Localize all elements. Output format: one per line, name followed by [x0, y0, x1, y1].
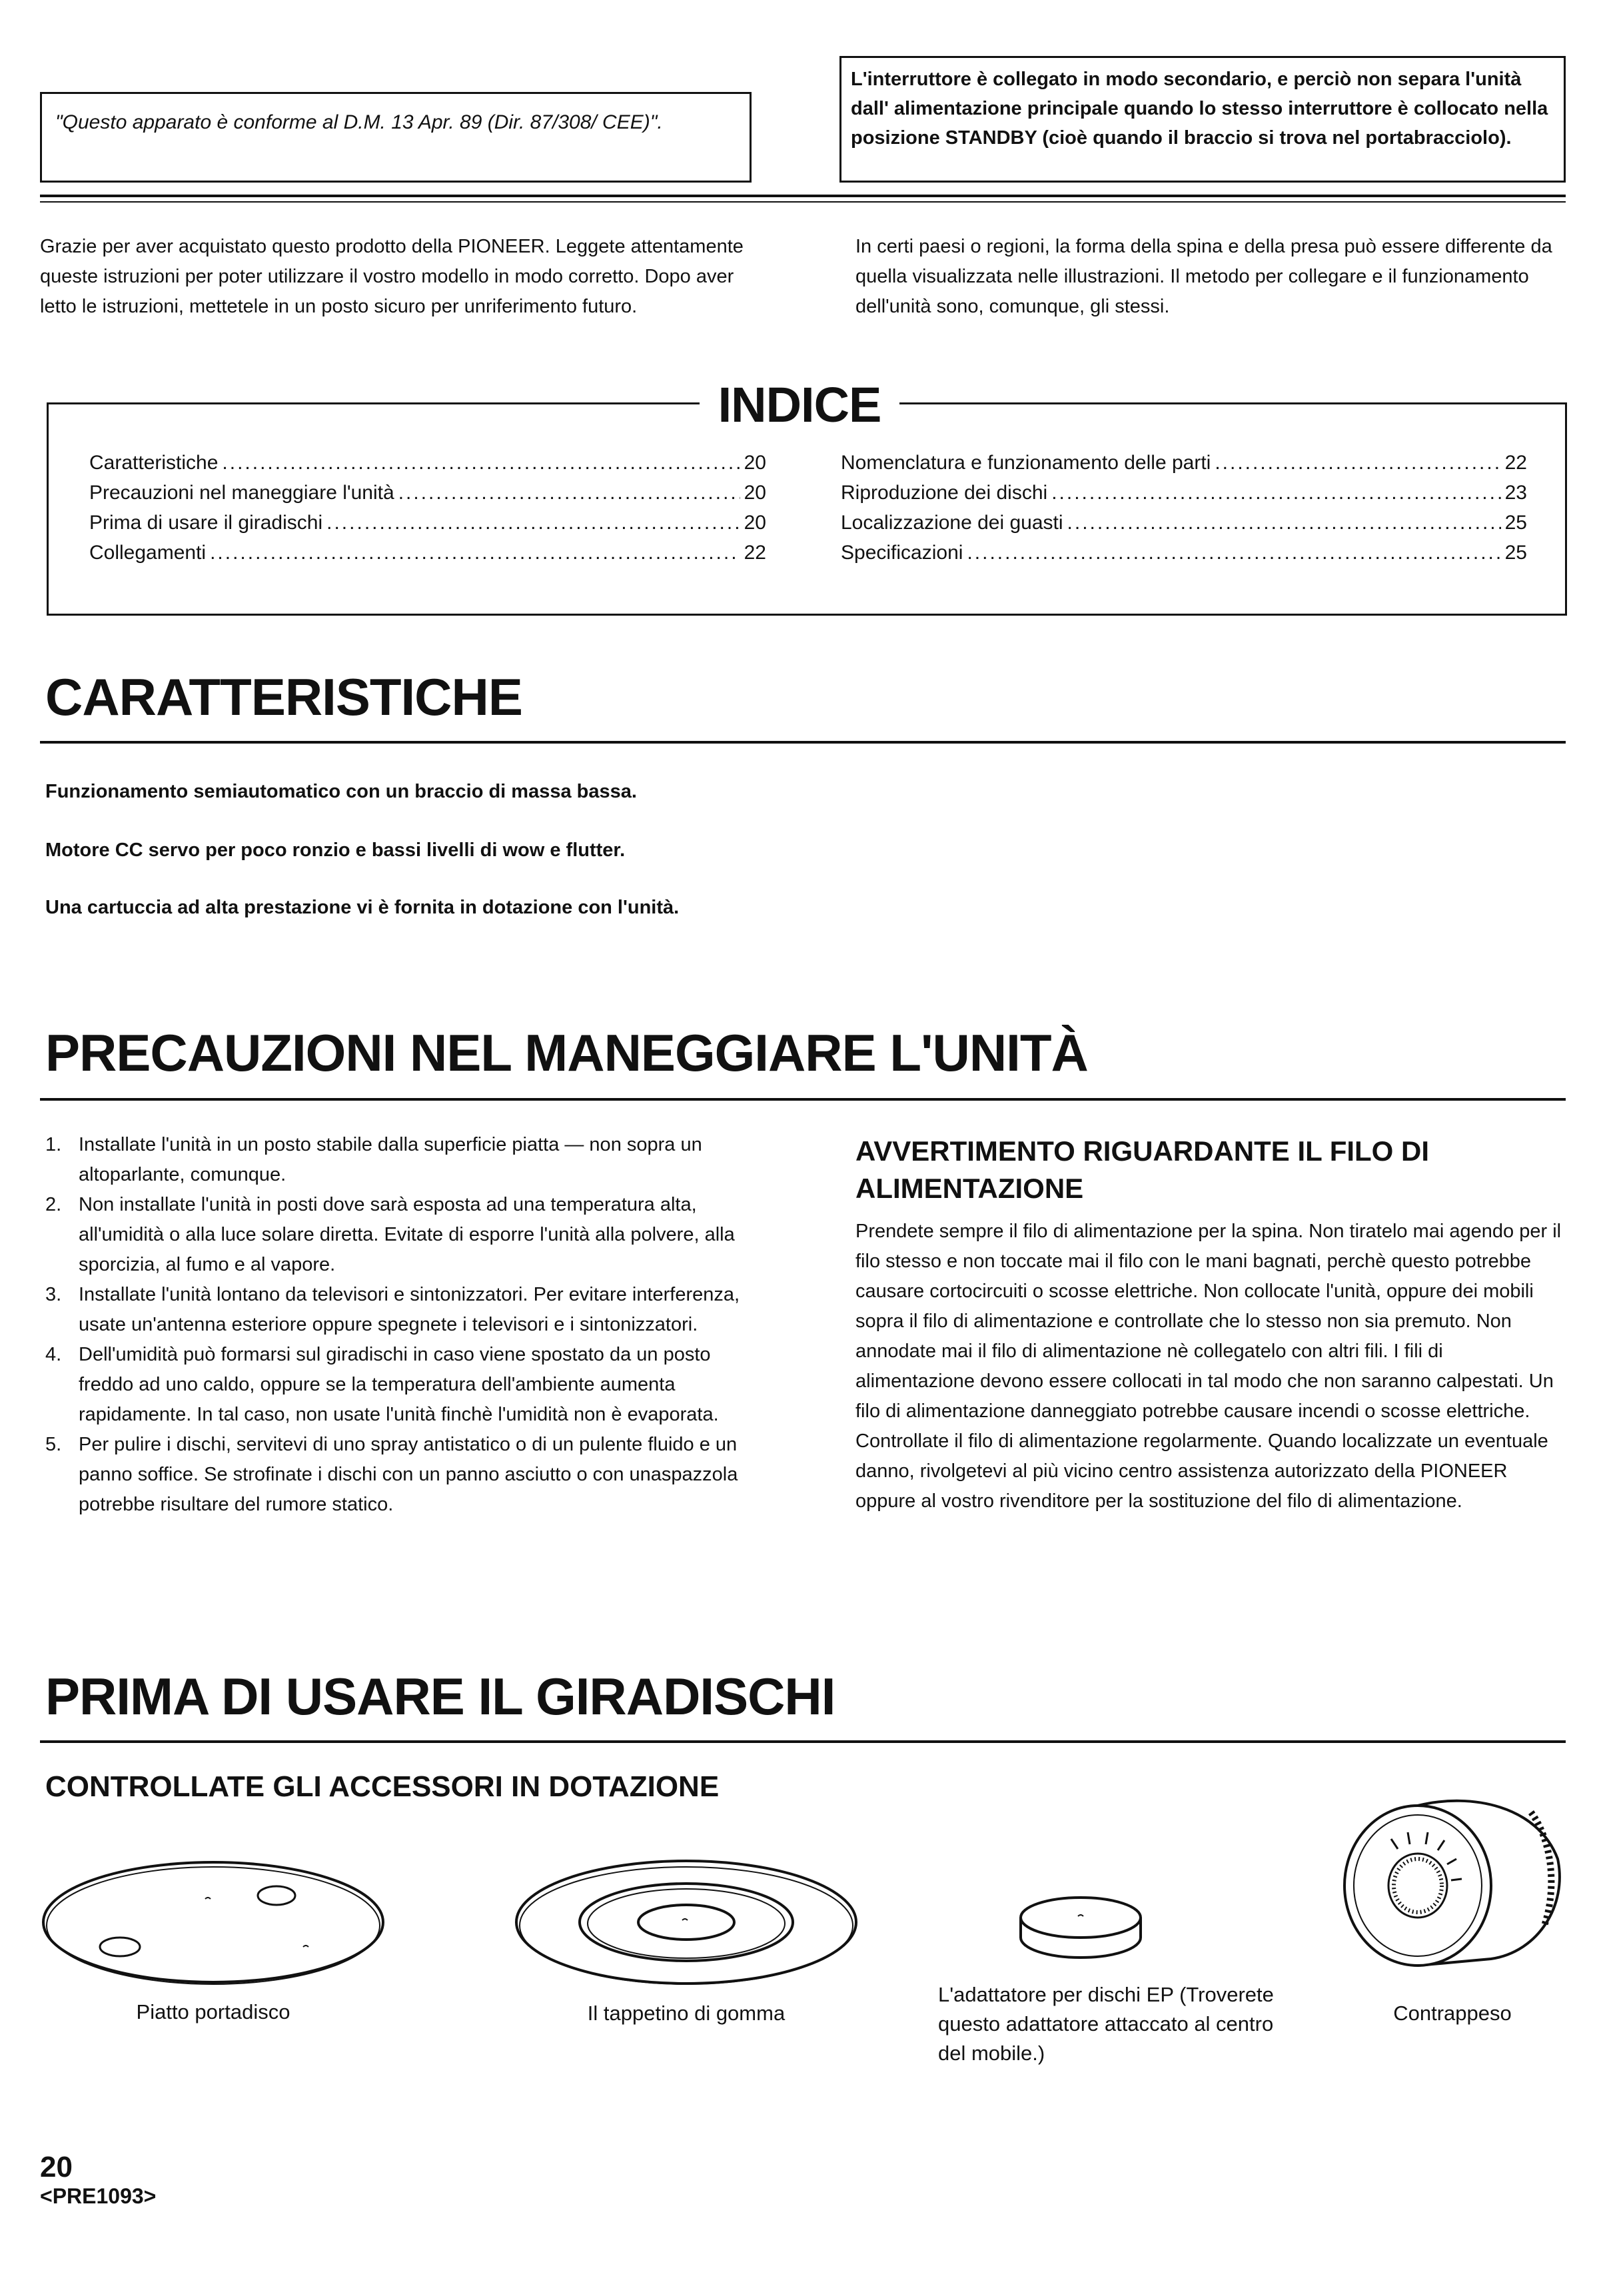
- warning-text: Prendete sempre il filo di alimentazione per la spina. Non tiratelo mai agendo per il filo stesso e non toccate mai il filo con le mani bagnati, perchè questo potrebbe causare cortocircuiti o scosse elettriche. Non collocate l'unità, oppure dei mobili sopra il filo di alimentazione e controllate che lo stesso non sia premuto. Non annodate mai il filo di alimentazione nè collegatelo con altri fili. I fili di alimentazione devono essere collocati in tal modo che non saranno calpestati. Un filo di alimentazione danneggiato potrebbe causare incendi o scosse elettriche. Controllate il filo di alimentazione regolarmente. Quando localizzate un eventuale danno, rivolgetevi al più vicino centro assistenza autorizzato della PIONEER oppure al vostro rivenditore per la sostituzione del filo di alimentazione.: [855, 1221, 1562, 1512]
- item-number: 4.: [45, 1344, 62, 1365]
- toc-entry[interactable]: [89, 538, 766, 568]
- index-left-column: [89, 448, 766, 568]
- precautions-list: [45, 1130, 764, 1520]
- toc-entry[interactable]: [89, 478, 766, 508]
- index-right-column: [841, 448, 1527, 568]
- toc-page: 22: [1504, 452, 1527, 474]
- divider: [40, 195, 1566, 197]
- toc-leader: [1051, 478, 1500, 508]
- toc-label: Specificazioni: [841, 542, 963, 564]
- precautions-heading: PRECAUZIONI NEL MANEGGIARE L'UNITÀ: [45, 1023, 1088, 1082]
- accessory-caption: L'adattatore per dischi EP (Troverete questo adattatore attaccato al centro del mobile.): [938, 1983, 1274, 2065]
- feature-item: Motore CC servo per poco ronzio e bassi livelli di wow e flutter.: [45, 840, 626, 861]
- toc-leader: [222, 448, 740, 478]
- warning-heading: AVVERTIMENTO RIGUARDANTE IL FILO DI ALIMENTAZIONE: [855, 1135, 1430, 1204]
- item-text: Per pulire i dischi, servitevi di uno spray antistatico o di un pulente fluido e un panno soffice. Se strofinate i dischi con un panno asciutto o con unaspazzola potrebbe risultare del rumore statico.: [79, 1434, 738, 1515]
- toc-entry[interactable]: [841, 508, 1527, 538]
- divider: [40, 1098, 1566, 1101]
- toc-entry[interactable]: [841, 448, 1527, 478]
- toc-page: 25: [1504, 512, 1527, 534]
- item-number: 2.: [45, 1194, 62, 1215]
- accessory-caption: Piatto portadisco: [136, 2000, 290, 2023]
- list-item: [45, 1280, 764, 1340]
- item-text: Non installate l'unità in posti dove sarà esposta ad una temperatura alta, all'umidità o alla luce solare diretta. Evitate di esporre l'unità alla polvere, alla sporcizia, al fumo e al vapore.: [79, 1194, 735, 1275]
- toc-label: Precauzioni nel maneggiare l'unità: [89, 482, 394, 504]
- before-use-heading: PRIMA DI USARE IL GIRADISCHI: [45, 1667, 835, 1726]
- toc-label: Riproduzione dei dischi: [841, 482, 1048, 504]
- toc-label: Prima di usare il giradischi: [89, 512, 323, 534]
- toc-entry[interactable]: [89, 448, 766, 478]
- item-text: Installate l'unità in un posto stabile dalla superficie piatta — non sopra un altoparlante, comunque.: [79, 1134, 702, 1185]
- toc-page: 22: [744, 542, 766, 564]
- index-title: INDICE: [700, 372, 899, 438]
- toc-page: 25: [1504, 542, 1527, 564]
- toc-page: 23: [1504, 482, 1527, 504]
- ep-adapter-icon: [1014, 1892, 1147, 1966]
- toc-entry[interactable]: [841, 478, 1527, 508]
- list-item: [45, 1190, 764, 1280]
- toc-page: 20: [744, 512, 766, 534]
- toc-leader: [1215, 448, 1500, 478]
- toc-page: 20: [744, 452, 766, 474]
- toc-leader: [326, 508, 740, 538]
- list-item: [45, 1130, 764, 1190]
- toc-entry[interactable]: [89, 508, 766, 538]
- toc-leader: [398, 478, 740, 508]
- feature-item: Una cartuccia ad alta prestazione vi è fornita in dotazione con l'unità.: [45, 897, 680, 918]
- toc-label: Collegamenti: [89, 542, 207, 564]
- list-item: [45, 1340, 764, 1430]
- toc-leader: [210, 538, 740, 568]
- conformity-notice: "Questo apparato è conforme al D.M. 13 Apr. 89 (Dir. 87/308/ CEE)".: [40, 92, 752, 183]
- toc-label: Nomenclatura e funzionamento delle parti: [841, 452, 1211, 474]
- features-heading: CARATTERISTICHE: [45, 668, 522, 726]
- intro-right: In certi paesi o regioni, la forma della spina e della presa può essere differente da quella visualizzata nelle illustrazioni. Il metodo per collegare e il funzionamento dell'unità sono, comunque, gli stessi.: [855, 236, 1552, 317]
- intro-left: Grazie per aver acquistato questo prodotto della PIONEER. Leggete attentamente queste istruzioni per poter utilizzare il vostro modello in modo corretto. Dopo aver letto le istruzioni, mettetele in un posto sicuro per unriferimento futuro.: [40, 236, 744, 317]
- divider: [40, 201, 1566, 203]
- divider: [40, 741, 1566, 744]
- page-number: 20: [40, 2151, 73, 2183]
- accessory-caption: Il tappetino di gomma: [587, 2002, 786, 2025]
- standby-notice: L'interruttore è collegato in modo secondario, e perciò non separa l'unità dall' alimentazione principale quando lo stesso interruttore è collocato nella posizione STANDBY (cioè quando il braccio si trova nel portabracciolo).: [839, 56, 1566, 183]
- accessory-caption: Contrappeso: [1393, 2002, 1512, 2025]
- list-item: [45, 1430, 764, 1520]
- toc-entry[interactable]: [841, 538, 1527, 568]
- item-number: 1.: [45, 1134, 62, 1155]
- rubber-mat-icon: [513, 1859, 859, 1992]
- feature-item: Funzionamento semiautomatico con un braccio di massa bassa.: [45, 781, 637, 802]
- item-text: Dell'umidità può formarsi sul giradischi in caso viene spostato da un posto freddo ad uno caldo, oppure se la temperatura dell'ambiente aumenta rapidamente. In tal caso, non usate l'unità finchè l'umidità non è evaporata.: [79, 1344, 719, 1425]
- platter-icon: [40, 1859, 386, 1992]
- item-text: Installate l'unità lontano da televisori e sintonizzatori. Per evitare interferenza, usate un'antenna esteriore oppure spegnete i televisori e i sintonizzatori.: [79, 1284, 740, 1335]
- toc-page: 20: [744, 482, 766, 504]
- item-number: 3.: [45, 1284, 62, 1305]
- document-code: <PRE1093>: [40, 2184, 157, 2208]
- toc-label: Localizzazione dei guasti: [841, 512, 1063, 534]
- item-number: 5.: [45, 1434, 62, 1455]
- toc-leader: [967, 538, 1500, 568]
- accessories-heading: CONTROLLATE GLI ACCESSORI IN DOTAZIONE: [45, 1770, 720, 1803]
- toc-leader: [1067, 508, 1501, 538]
- counterweight-icon: [1338, 1786, 1564, 1986]
- divider: [40, 1740, 1566, 1743]
- toc-label: Caratteristiche: [89, 452, 219, 474]
